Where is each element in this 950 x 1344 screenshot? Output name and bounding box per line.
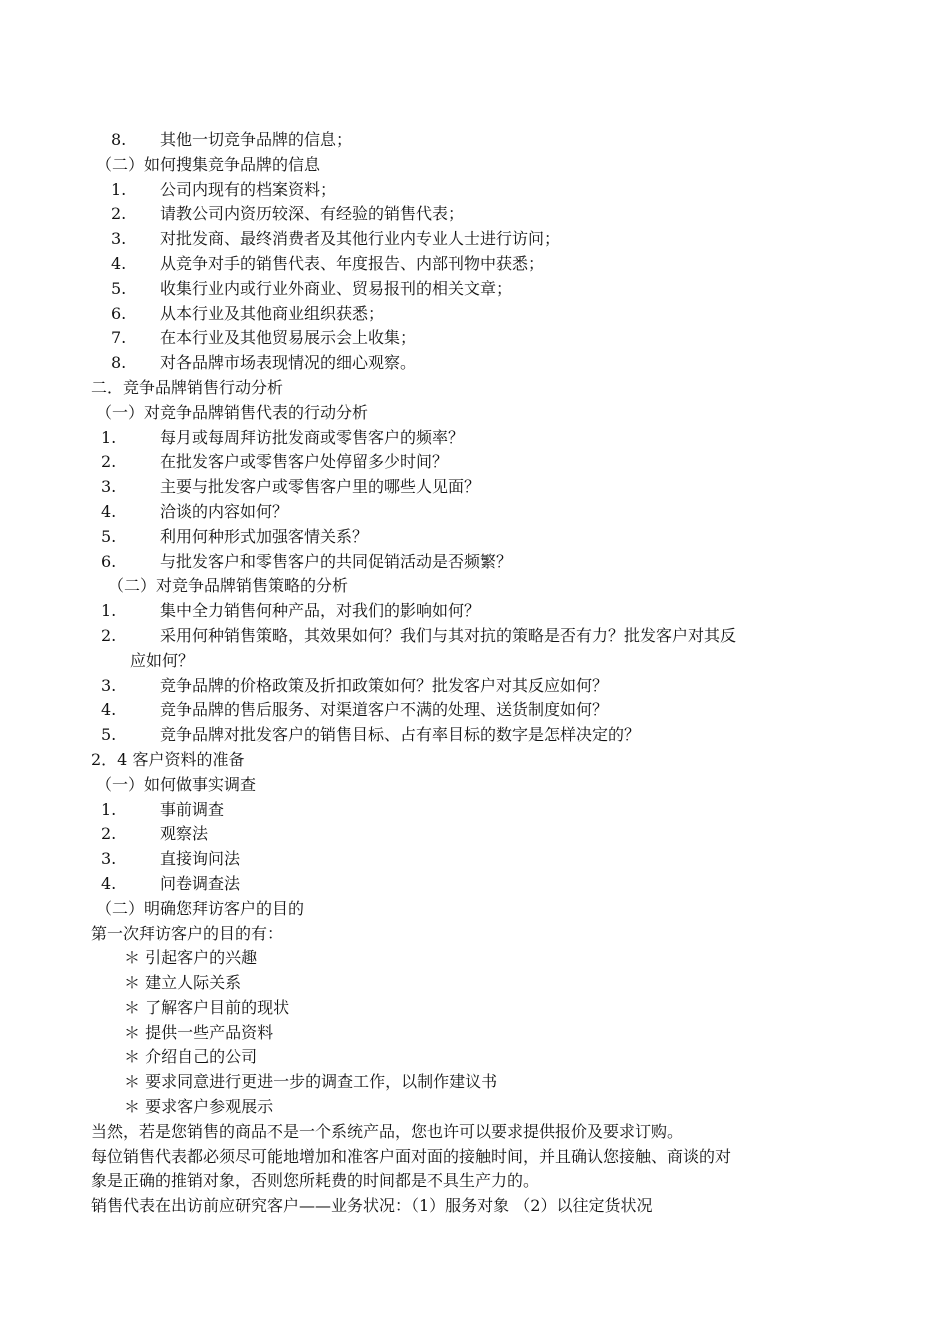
document-page bbox=[0, 128, 950, 1219]
bullet-item: ＊ 引起客户的兴趣 bbox=[124, 948, 258, 968]
text-line bbox=[0, 847, 950, 872]
text-line bbox=[0, 574, 950, 599]
list-item-text: 洽谈的内容如何？ bbox=[160, 501, 289, 521]
list-number: 3. bbox=[111, 229, 127, 249]
list-item-text: 从竞争对手的销售代表、年度报告、内部刊物中获悉； bbox=[160, 253, 545, 273]
list-number: 8. bbox=[111, 130, 127, 149]
list-item-text: 请教公司内资历较深、有经验的销售代表； bbox=[160, 204, 465, 224]
text-line bbox=[0, 1045, 950, 1070]
text-line bbox=[0, 326, 950, 351]
text-line bbox=[0, 302, 950, 327]
section-heading: 2．4 客户资料的准备 bbox=[91, 749, 245, 769]
text-line bbox=[0, 674, 950, 699]
paragraph-line: 当然，若是您销售的商品不是一个系统产品，您也许可以要求提供报价及要求订购。 bbox=[91, 1121, 684, 1141]
text-line bbox=[0, 500, 950, 525]
text-line bbox=[0, 426, 950, 451]
list-number: 5. bbox=[111, 278, 127, 298]
list-number: 2. bbox=[101, 824, 117, 844]
list-number: 7. bbox=[111, 328, 127, 348]
list-number: 3. bbox=[101, 477, 117, 497]
list-item-text: 采用何种销售策略，其效果如何？我们与其对抗的策略是否有力？批发客户对其反 bbox=[160, 625, 737, 645]
subsection-heading: （一）如何做事实调查 bbox=[96, 774, 257, 794]
list-item-text: 集中全力销售何种产品，对我们的影响如何？ bbox=[160, 601, 481, 621]
text-line bbox=[0, 1169, 950, 1194]
list-item-text: 从本行业及其他商业组织获悉； bbox=[160, 303, 385, 323]
text-line bbox=[0, 128, 950, 153]
text-line bbox=[0, 450, 950, 475]
text-line bbox=[0, 798, 950, 823]
list-item-text: 其他一切竞争品牌的信息； bbox=[160, 130, 353, 149]
text-line bbox=[0, 624, 950, 649]
text-line bbox=[0, 277, 950, 302]
paragraph-line: 第一次拜访客户的目的有： bbox=[91, 923, 284, 943]
list-item-text: 事前调查 bbox=[160, 799, 225, 819]
list-number: 1. bbox=[101, 601, 117, 621]
text-line bbox=[0, 1070, 950, 1095]
text-line bbox=[0, 897, 950, 922]
list-number: 6. bbox=[111, 303, 127, 323]
list-number: 4. bbox=[111, 253, 127, 273]
paragraph-line: 销售代表在出访前应研究客户——业务状况：（1）服务对象 （2）以往定货状况 bbox=[91, 1196, 653, 1216]
list-number: 1. bbox=[101, 799, 117, 819]
text-line bbox=[0, 649, 950, 674]
text-line bbox=[0, 1145, 950, 1170]
list-number: 5. bbox=[101, 725, 117, 745]
text-line bbox=[0, 1021, 950, 1046]
bullet-item: ＊ 介绍自己的公司 bbox=[124, 1047, 258, 1067]
text-line bbox=[0, 872, 950, 897]
list-number: 2. bbox=[101, 625, 117, 645]
text-line bbox=[0, 550, 950, 575]
list-item-text: 观察法 bbox=[160, 824, 209, 844]
list-item-text: 直接询问法 bbox=[160, 849, 241, 869]
subsection-heading: （二）如何搜集竞争品牌的信息 bbox=[96, 154, 321, 174]
text-line bbox=[0, 1194, 950, 1219]
text-line bbox=[0, 376, 950, 401]
text-line bbox=[0, 202, 950, 227]
bullet-item: ＊ 了解客户目前的现状 bbox=[124, 997, 290, 1017]
list-item-text: 主要与批发客户或零售客户里的哪些人见面？ bbox=[160, 477, 481, 497]
text-line bbox=[0, 946, 950, 971]
text-line bbox=[0, 822, 950, 847]
list-item-text: 问卷调查法 bbox=[160, 873, 241, 893]
text-line bbox=[0, 599, 950, 624]
section-heading: 二．竞争品牌销售行动分析 bbox=[91, 377, 284, 397]
bullet-item: ＊ 建立人际关系 bbox=[124, 973, 242, 993]
text-line bbox=[0, 698, 950, 723]
list-item-text: 竞争品牌的价格政策及折扣政策如何？批发客户对其反应如何？ bbox=[160, 675, 609, 695]
text-line bbox=[0, 723, 950, 748]
text-line bbox=[0, 748, 950, 773]
list-item-text: 与批发客户和零售客户的共同促销活动是否频繁？ bbox=[160, 551, 513, 571]
list-item-text: 每月或每周拜访批发商或零售客户的频率？ bbox=[160, 427, 465, 447]
list-item-text: 对各品牌市场表现情况的细心观察。 bbox=[160, 353, 417, 373]
subsection-heading: （二）对竞争品牌销售策略的分析 bbox=[108, 576, 349, 596]
list-item-text: 收集行业内或行业外商业、贸易报刊的相关文章； bbox=[160, 278, 513, 298]
list-item-text: 竞争品牌的售后服务、对渠道客户不满的处理、送货制度如何？ bbox=[160, 700, 609, 720]
list-item-text: 在本行业及其他贸易展示会上收集； bbox=[160, 328, 417, 348]
paragraph-line: 每位销售代表都必须尽可能地增加和准客户面对面的接触时间，并且确认您接触、商谈的对 bbox=[91, 1146, 732, 1166]
text-line bbox=[0, 178, 950, 203]
list-item-text: 公司内现有的档案资料； bbox=[160, 179, 337, 199]
text-line bbox=[0, 525, 950, 550]
list-item-text: 在批发客户或零售客户处停留多少时间？ bbox=[160, 452, 449, 472]
list-number: 4. bbox=[101, 501, 117, 521]
text-line bbox=[0, 922, 950, 947]
list-item-text: 对批发商、最终消费者及其他行业内专业人士进行访问； bbox=[160, 229, 561, 249]
text-line bbox=[0, 351, 950, 376]
bullet-item: ＊ 要求同意进行更进一步的调查工作，以制作建议书 bbox=[124, 1072, 498, 1092]
subsection-heading: （一）对竞争品牌销售代表的行动分析 bbox=[96, 402, 369, 422]
list-number: 1. bbox=[101, 427, 117, 447]
paragraph-line: 象是正确的推销对象，否则您所耗费的时间都是不具生产力的。 bbox=[91, 1171, 540, 1191]
list-item-text: 利用何种形式加强客情关系？ bbox=[160, 526, 369, 546]
text-line bbox=[0, 1120, 950, 1145]
bullet-item: ＊ 要求客户参观展示 bbox=[124, 1097, 274, 1117]
list-number: 4. bbox=[101, 700, 117, 720]
text-line bbox=[0, 475, 950, 500]
list-number: 3. bbox=[101, 849, 117, 869]
list-number: 2. bbox=[101, 452, 117, 472]
text-line bbox=[0, 252, 950, 277]
text-line bbox=[0, 401, 950, 426]
text-line bbox=[0, 773, 950, 798]
list-number: 8. bbox=[111, 353, 127, 373]
list-number: 4. bbox=[101, 873, 117, 893]
bullet-item: ＊ 提供一些产品资料 bbox=[124, 1022, 274, 1042]
text-line bbox=[0, 996, 950, 1021]
text-line bbox=[0, 153, 950, 178]
text-line bbox=[0, 1095, 950, 1120]
text-line bbox=[0, 971, 950, 996]
list-item-text: 竞争品牌对批发客户的销售目标、占有率目标的数字是怎样决定的？ bbox=[160, 725, 641, 745]
list-number: 1. bbox=[111, 179, 127, 199]
list-number: 6. bbox=[101, 551, 117, 571]
list-number: 5. bbox=[101, 526, 117, 546]
list-number: 2. bbox=[111, 204, 127, 224]
list-number: 3. bbox=[101, 675, 117, 695]
subsection-heading: （二）明确您拜访客户的目的 bbox=[96, 898, 305, 918]
list-item-continuation: 应如何？ bbox=[130, 650, 195, 670]
text-line bbox=[0, 227, 950, 252]
